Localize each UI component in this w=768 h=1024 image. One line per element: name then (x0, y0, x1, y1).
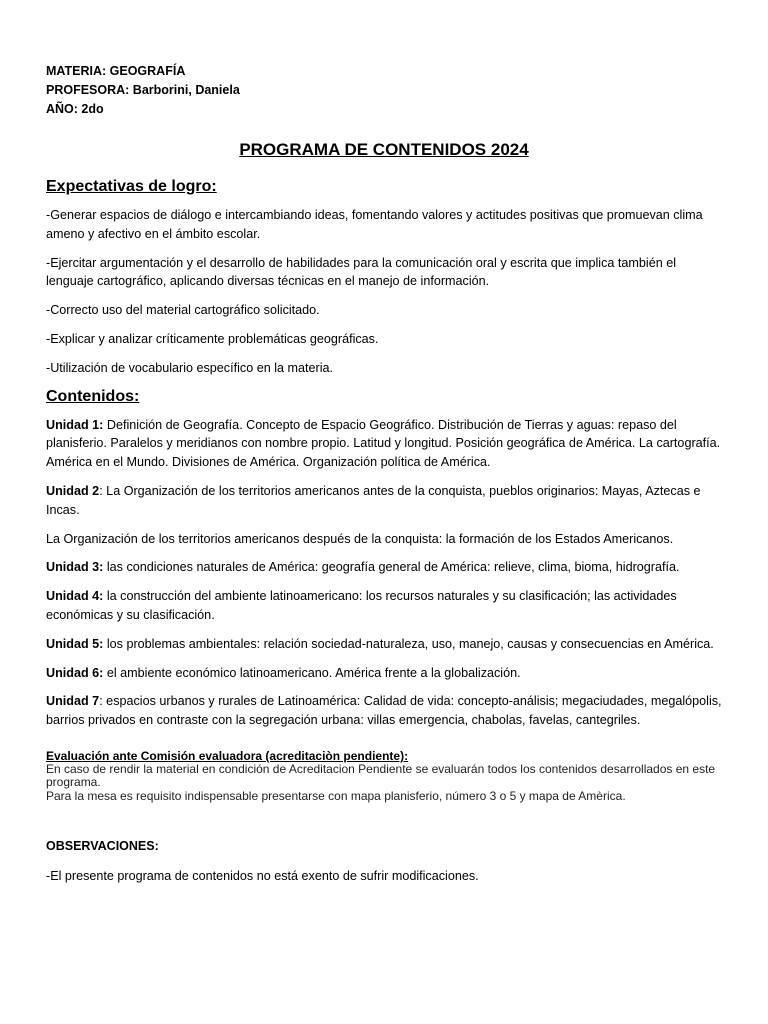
unit-7-label: Unidad 7 (46, 694, 100, 709)
expectativas-section (46, 176, 722, 378)
unit-6-text: el ambiente económico latinoamericano. América frente a la globalización. (103, 665, 521, 680)
unit-5 (46, 635, 722, 654)
unit-1-label: Unidad 1: (46, 417, 104, 432)
evaluacion-heading: Evaluación ante Comisión evaluadora (acreditaciòn pendiente): (46, 748, 409, 763)
page-title: PROGRAMA DE CONTENIDOS 2024 (239, 140, 529, 159)
unit-3 (46, 558, 722, 577)
subject-line: MATERIA: GEOGRAFÍA (46, 64, 186, 78)
contenidos-section (46, 386, 722, 730)
unit-4-label: Unidad 4: (46, 589, 104, 604)
evaluacion-line-1: En caso de rendir la material en condición de Acreditacion Pendiente se evaluarán todos los contenidos desarrollados en este programa. (46, 761, 716, 790)
unit-5-label: Unidad 5: (46, 636, 104, 651)
unit-5-text: los problemas ambientales: relación sociedad-naturaleza, uso, manejo, causas y consecuencias en América. (103, 636, 714, 651)
unit-2-text: : La Organización de los territorios americanos antes de la conquista, pueblos originarios: Mayas, Aztecas e Incas. (46, 483, 701, 517)
unit-4-text: la construcción del ambiente latinoamericano: los recursos naturales y su clasificación; las actividades económicas y su clasificación. (46, 589, 677, 622)
unit-3-label: Unidad 3: (46, 560, 104, 575)
unit-3-text: las condiciones naturales de América: geografía general de América: relieve, clima, bioma, hidrografía. (103, 560, 680, 575)
unit-4 (46, 587, 722, 625)
unit-7-text: : espacios urbanos y rurales de Latinoamérica: Calidad de vida: concepto-análisis; megaciudades, megalópolis, barrios privados en contraste con la segregación urbana: villas emergencia, chabolas, favelas, cantegriles. (46, 694, 722, 728)
expectativa-item: -Explicar y analizar críticamente problemáticas geográficas. (46, 331, 379, 346)
teacher-line: PROFESORA: Barborini, Daniela (46, 83, 240, 97)
unit-6 (46, 664, 722, 683)
unit-1 (46, 416, 722, 472)
evaluacion-section (46, 750, 722, 804)
expectativa-item: -Correcto uso del material cartográfico solicitado. (46, 303, 320, 318)
unit-2-extra: La Organización de los territorios americanos después de la conquista: la formación de los Estados Americanos. (46, 531, 674, 546)
observaciones-heading: OBSERVACIONES: (46, 839, 159, 854)
evaluacion-line-2: Para la mesa es requisito indispensable presentarse con mapa planisferio, número 3 o 5 y mapa de Amèrica. (46, 788, 626, 803)
expectativa-item: -Generar espacios de diálogo e intercambiando ideas, fomentando valores y actitudes positivas que promuevan clima ameno y afectivo en el ámbito escolar. (46, 208, 703, 241)
unit-2-label: Unidad 2 (46, 483, 100, 498)
contenidos-heading: Contenidos: (46, 387, 140, 405)
year-line: AÑO: 2do (46, 102, 104, 116)
unit-7 (46, 692, 722, 730)
expectativa-item: -Ejercitar argumentación y el desarrollo de habilidades para la comunicación oral y escrita que implica también el lenguaje cartográfico, aplicando diversas técnicas en el manejo de información. (46, 255, 677, 289)
expectativas-heading: Expectativas de logro: (46, 178, 217, 195)
observaciones-section (46, 837, 722, 886)
unit-6-label: Unidad 6: (46, 665, 104, 680)
expectativa-item: -Utilización de vocabulario específico en la materia. (46, 360, 333, 375)
observaciones-text: -El presente programa de contenidos no está exento de sufrir modificaciones. (46, 869, 479, 884)
unit-2 (46, 482, 722, 520)
document-header (46, 62, 722, 119)
unit-1-text: Definición de Geografía. Concepto de Espacio Geográfico. Distribución de Tierras y aguas: repaso del planisferio. Paralelos y meridianos con nombre propio. Latitud y longitud. Posición geográfica de América. La cartografía. América en el Mundo. Divisiones de América. Organización política de América. (46, 417, 721, 470)
